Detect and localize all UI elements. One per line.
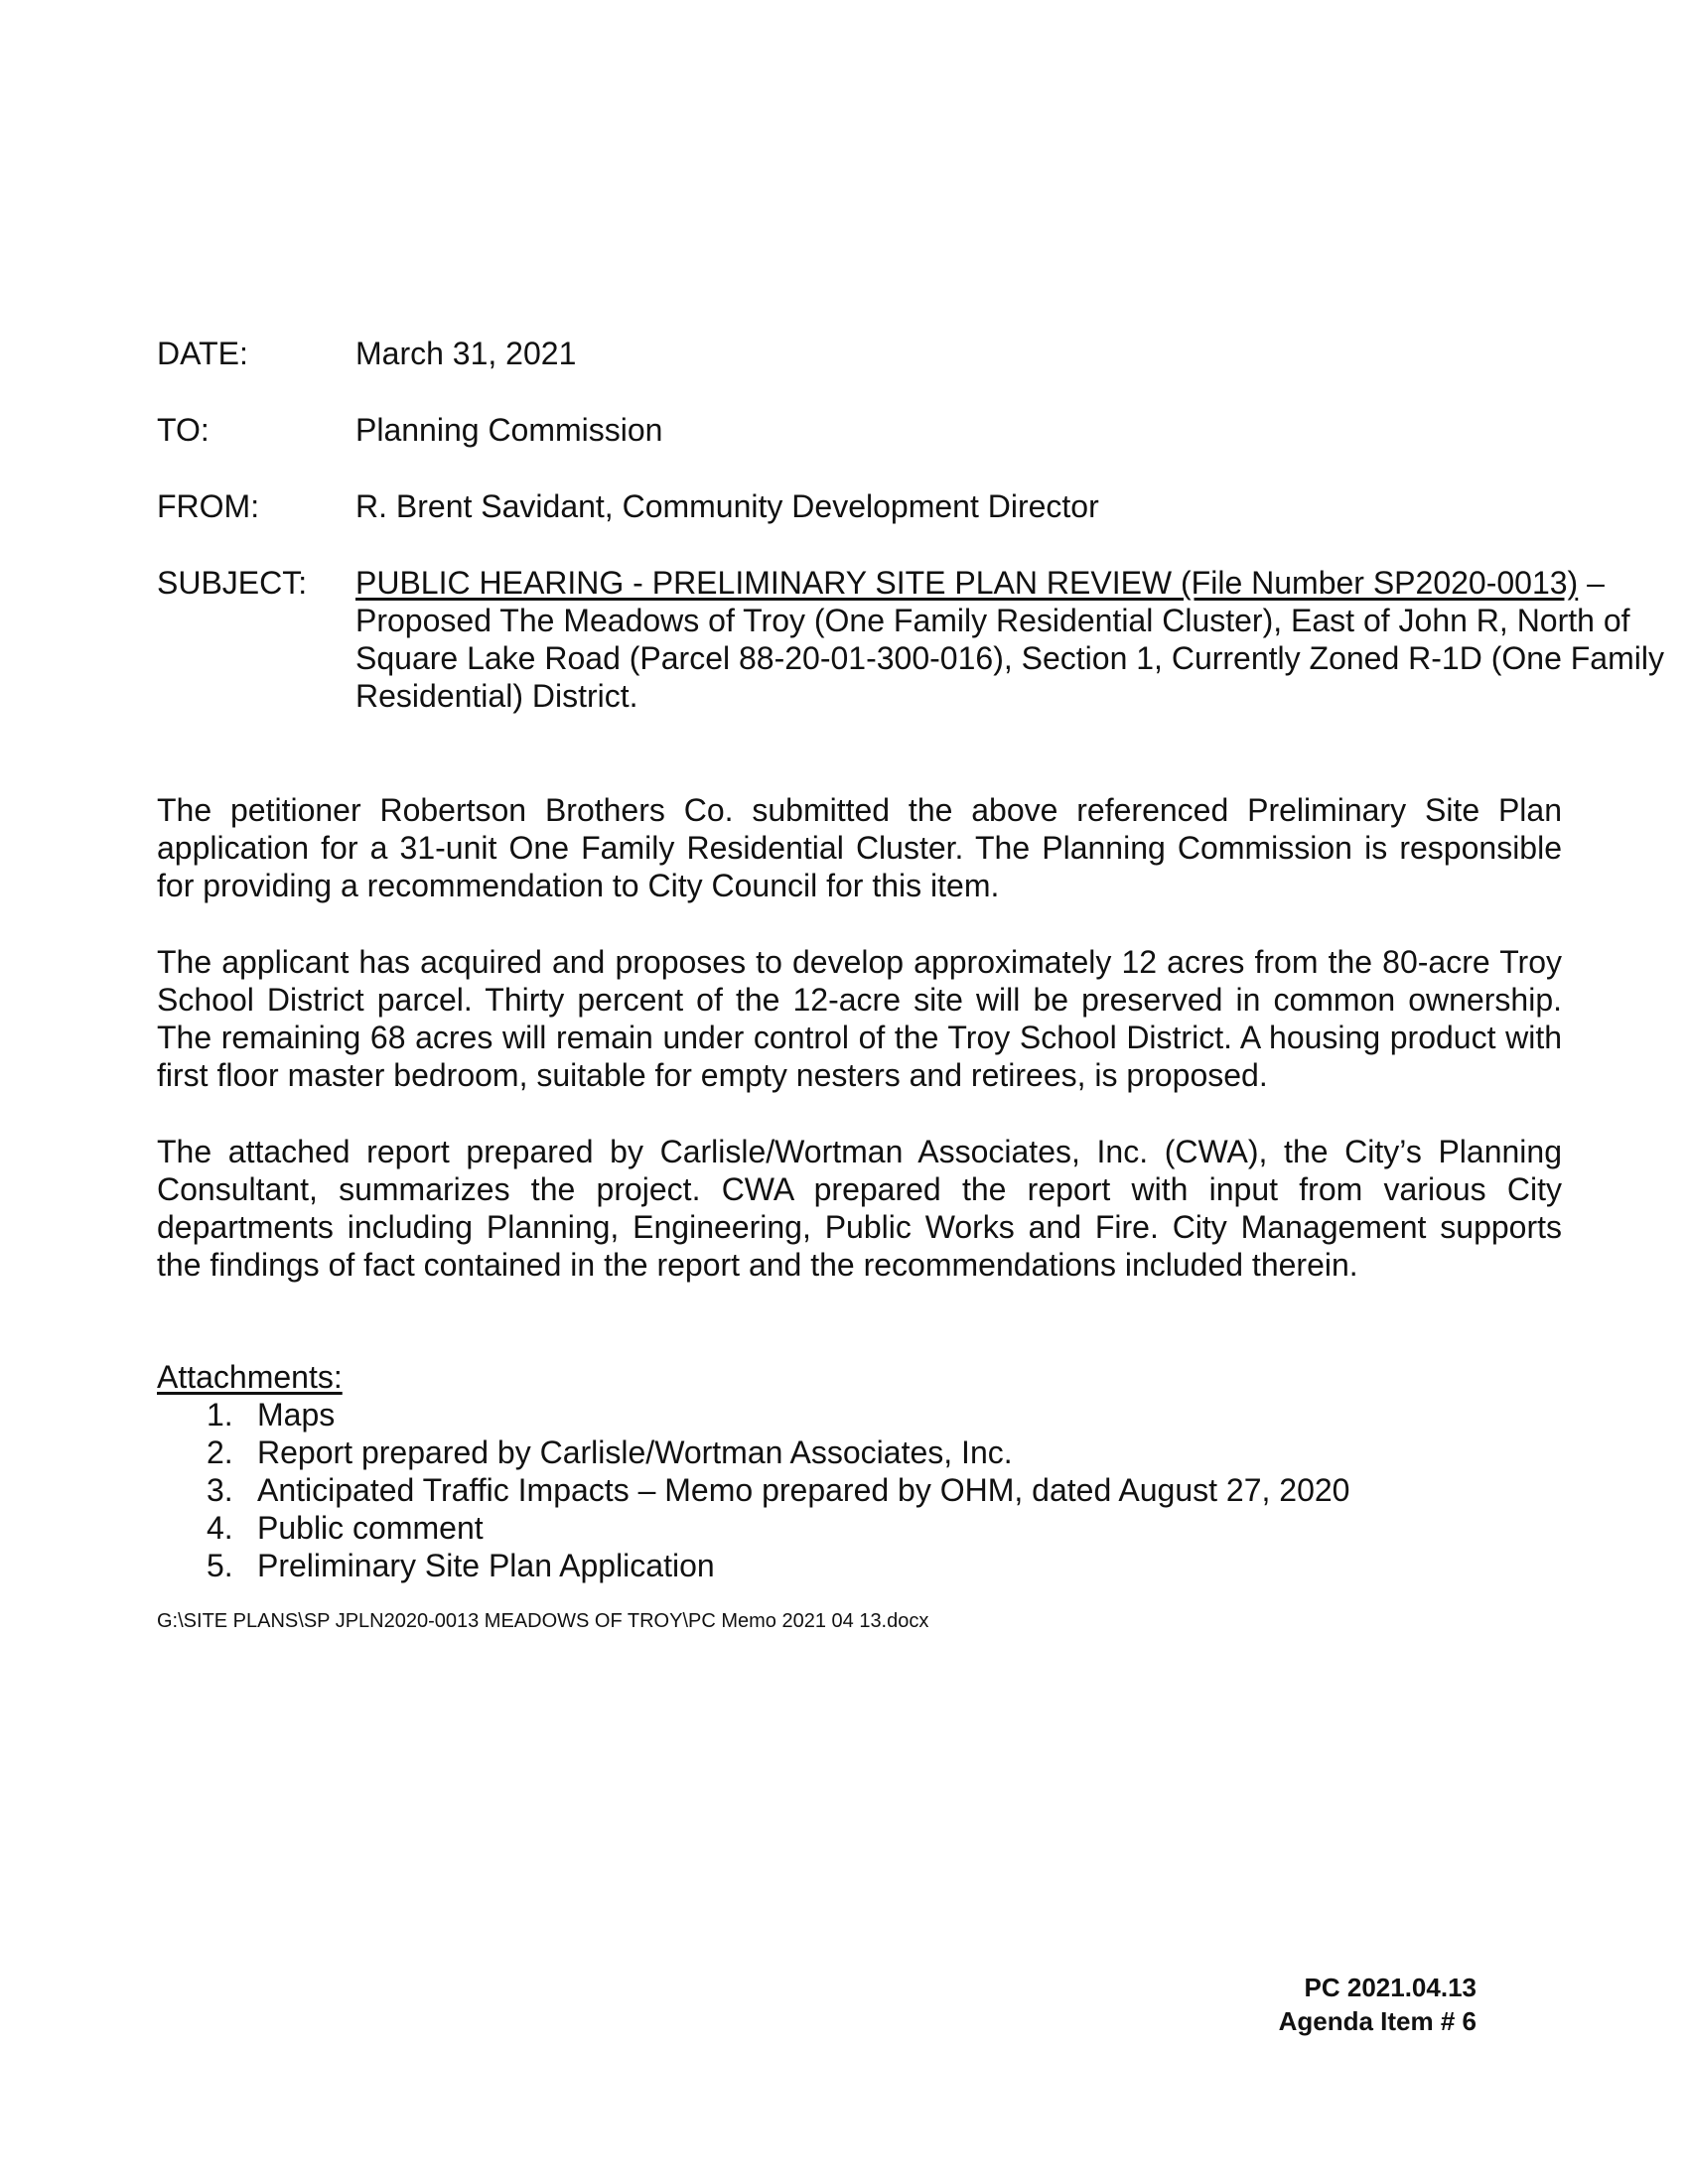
list-item-number: 5. bbox=[207, 1548, 233, 1583]
list-item-text: Preliminary Site Plan Application bbox=[257, 1548, 715, 1583]
from-value: R. Brent Savidant, Community Development Director bbox=[355, 488, 1099, 524]
list-item bbox=[157, 1396, 1547, 1433]
subject-value bbox=[355, 564, 1688, 715]
to-label: TO: bbox=[157, 412, 210, 448]
list-item bbox=[157, 1547, 1547, 1584]
attachments-heading: Attachments: bbox=[157, 1359, 343, 1395]
list-item-text: Public comment bbox=[257, 1510, 484, 1546]
list-item-text: Maps bbox=[257, 1397, 336, 1433]
list-item-text: Anticipated Traffic Impacts – Memo prepared by OHM, dated August 27, 2020 bbox=[257, 1472, 1350, 1508]
subject-description: – Proposed The Meadows of Troy (One Family Residential Cluster), East of John R, North of Square Lake Road (Parcel 88-20-01-300-016), Section 1, Currently Zoned R-1D (One Family Residential) District. bbox=[355, 565, 1664, 714]
from-row bbox=[157, 487, 1567, 525]
paragraph-report: The attached report prepared by Carlisle/Wortman Associates, Inc. (CWA), the City’s Planning Consultant, summarizes the project. CWA prepared the report with input from various City departments including Planning, Engineering, Public Works and Fire. City Management supports the findings of fact contained in the report and the recommendations included therein. bbox=[157, 1134, 1562, 1283]
subject-hearing-title: PUBLIC HEARING - PRELIMINARY SITE PLAN REVIEW (File Number SP2020-0013) bbox=[355, 565, 1579, 601]
paragraph-site: The applicant has acquired and proposes to develop approximately 12 acres from the 80-acre Troy School District parcel. Thirty percent of the 12-acre site will be preserved in common ownership. The remaining 68 acres will remain under control of the Troy School District. A housing product with first floor master bedroom, suitable for empty nesters and retirees, is proposed. bbox=[157, 944, 1562, 1093]
meeting-code: PC 2021.04.13 bbox=[1304, 1973, 1477, 2002]
list-item-number: 2. bbox=[207, 1434, 233, 1470]
date-value: March 31, 2021 bbox=[355, 336, 577, 371]
list-item-number: 1. bbox=[207, 1397, 233, 1433]
agenda-footer bbox=[1279, 1971, 1477, 2038]
date-row bbox=[157, 335, 1567, 372]
subject-row bbox=[157, 564, 1664, 723]
paragraph-petition: The petitioner Robertson Brothers Co. submitted the above referenced Preliminary Site Plan application for a 31-unit One Family Residential Cluster. The Planning Commission is responsible for providing a recommendation to City Council for this item. bbox=[157, 792, 1562, 903]
list-item bbox=[157, 1471, 1547, 1509]
list-item bbox=[157, 1433, 1547, 1471]
agenda-item: Agenda Item # 6 bbox=[1278, 2006, 1477, 2036]
to-row bbox=[157, 411, 1567, 449]
to-value: Planning Commission bbox=[355, 412, 663, 448]
file-path: G:\SITE PLANS\SP JPLN2020-0013 MEADOWS OF TROY\PC Memo 2021 04 13.docx bbox=[157, 1610, 929, 1632]
list-item bbox=[157, 1509, 1547, 1547]
subject-label: SUBJECT: bbox=[157, 565, 308, 601]
from-label: FROM: bbox=[157, 488, 260, 524]
list-item-number: 3. bbox=[207, 1472, 233, 1508]
list-item-text: Report prepared by Carlisle/Wortman Associates, Inc. bbox=[257, 1434, 1013, 1470]
date-label: DATE: bbox=[157, 336, 248, 371]
attachments-list bbox=[157, 1396, 1547, 1584]
list-item-number: 4. bbox=[207, 1510, 233, 1546]
